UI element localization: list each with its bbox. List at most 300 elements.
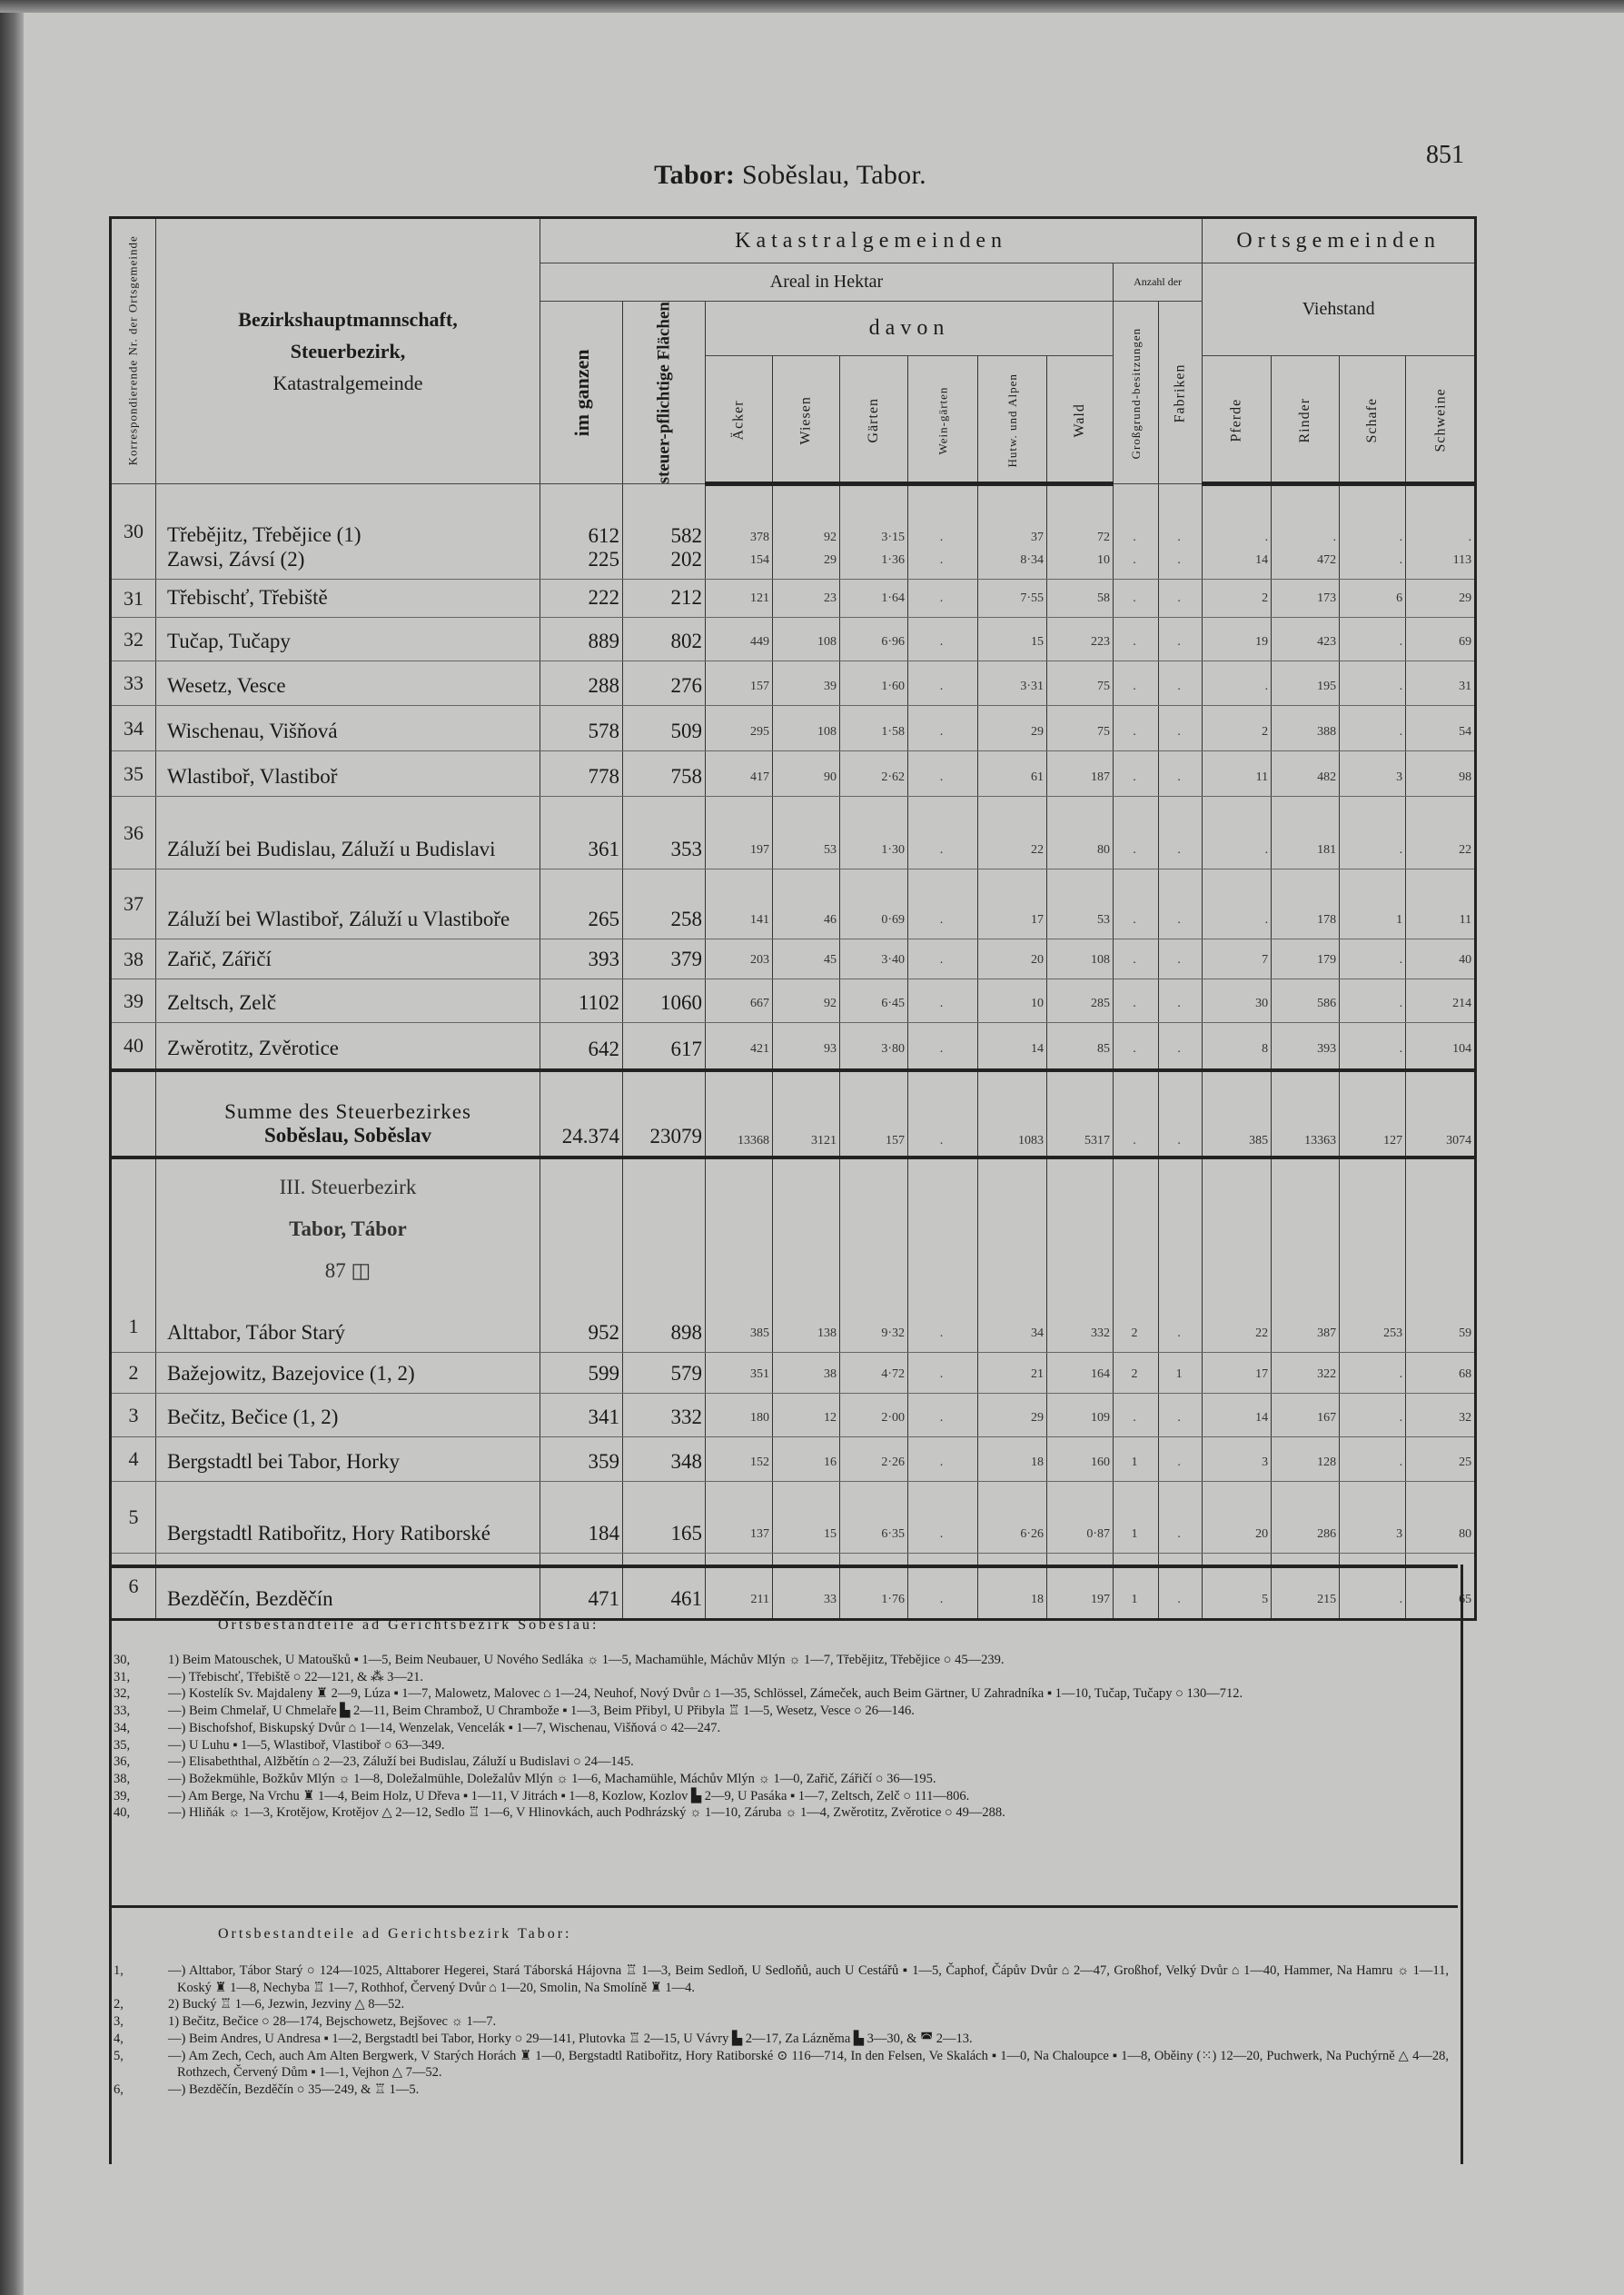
- value-cell: [1203, 751, 1272, 797]
- value-cell: [978, 661, 1047, 706]
- value: 8·34: [1020, 552, 1044, 567]
- municipality-name-line: Tučap, Tučapy: [167, 629, 291, 652]
- footnote-text: 1) Bečitz, Bečice ○ 28—174, Bejschowetz, Bejšovec ☼ 1—7.: [168, 2014, 497, 2030]
- value-cell: [908, 1437, 978, 1482]
- value-cell: [1047, 939, 1114, 979]
- value-cell: [773, 1482, 840, 1554]
- value-cell: [773, 1394, 840, 1437]
- value-cell: [1340, 1023, 1406, 1070]
- value-cell: [840, 939, 908, 979]
- value-cell: [978, 1353, 1047, 1394]
- value: 180: [750, 1410, 769, 1425]
- row-number: 36: [111, 797, 156, 869]
- header-col-schafe: Schafe: [1340, 355, 1406, 483]
- value-cell: [1114, 1301, 1159, 1353]
- value: 7: [1262, 952, 1269, 967]
- table-row: [111, 706, 1476, 751]
- header-col-im-ganzen: im ganzen: [540, 302, 623, 484]
- value: 29: [1459, 591, 1472, 605]
- value: 758: [670, 765, 702, 789]
- value-cell: [1203, 797, 1272, 869]
- value-cell: [623, 1353, 706, 1394]
- municipality-name-line: Zwěrotitz, Zvěrotice: [167, 1037, 340, 1060]
- value: .: [1177, 842, 1181, 857]
- value: 65: [1459, 1592, 1472, 1606]
- value-cell: [1340, 618, 1406, 661]
- value-cell: [840, 706, 908, 751]
- value: .: [1264, 531, 1269, 545]
- value: .: [939, 1366, 944, 1381]
- value-cell: [1159, 661, 1203, 706]
- row-number: 6: [111, 1554, 156, 1620]
- value: .: [939, 552, 944, 567]
- value-cell: [840, 661, 908, 706]
- value: 108: [817, 724, 837, 739]
- value: 22: [1255, 1326, 1269, 1340]
- value: .: [1177, 952, 1181, 967]
- table-row: [111, 484, 1476, 580]
- value-cell: [773, 869, 840, 939]
- header-name-line1: Bezirkshauptmannschaft,: [238, 307, 458, 331]
- value: 11: [1255, 770, 1269, 784]
- row-number: 31: [111, 580, 156, 618]
- value-cell: [978, 939, 1047, 979]
- municipality-name-line: Zařič, Zářičí: [167, 947, 272, 970]
- municipality-name-line: Bergstadtl Ratibořitz, Hory Ratiborské: [167, 1521, 491, 1545]
- value: 509: [670, 720, 702, 743]
- value: 58: [1097, 591, 1110, 605]
- value: 471: [588, 1587, 619, 1611]
- value: .: [1177, 996, 1181, 1010]
- value-cell: [773, 979, 840, 1023]
- value-cell: [1203, 618, 1272, 661]
- value: 17: [1031, 912, 1044, 927]
- value: 197: [750, 842, 769, 857]
- value: 80: [1459, 1526, 1472, 1541]
- value: .: [1177, 531, 1181, 545]
- value: 4·72: [881, 1366, 905, 1381]
- value-cell: [908, 580, 978, 618]
- value-cell: [978, 1023, 1047, 1070]
- value: 2: [1131, 1366, 1138, 1381]
- value-cell: [1159, 979, 1203, 1023]
- municipality-name: [156, 797, 540, 869]
- value-cell: [908, 484, 978, 580]
- municipality-name: [156, 1353, 540, 1394]
- value: .: [1133, 770, 1136, 784]
- value: 1: [1131, 1526, 1138, 1541]
- value: 388: [1317, 724, 1337, 739]
- footnote-item: [114, 1737, 1449, 1754]
- value-cell: [1203, 1437, 1272, 1482]
- value-cell: [540, 706, 623, 751]
- value: .: [1133, 996, 1136, 1010]
- summe-value: 3121: [773, 1070, 840, 1157]
- value: .: [939, 1455, 944, 1469]
- value: 22: [1031, 842, 1044, 857]
- value: 8: [1262, 1042, 1269, 1057]
- value-cell: [1159, 1437, 1203, 1482]
- summe-value: 3074: [1406, 1070, 1476, 1157]
- value-cell: [623, 751, 706, 797]
- value: 353: [670, 838, 702, 861]
- value: 225: [588, 548, 619, 571]
- table-row: [111, 661, 1476, 706]
- footnote-text: 2) Bucký ♖ 1—6, Jezwin, Jezviny △ 8—52.: [168, 1997, 405, 2012]
- value-cell: [1047, 618, 1114, 661]
- value: 173: [1317, 591, 1337, 605]
- value: .: [1399, 1366, 1403, 1381]
- value: 578: [588, 720, 619, 743]
- summe-line2: Soběslau, Soběslav: [263, 1124, 432, 1148]
- value: 1: [1175, 1366, 1183, 1381]
- value-cell: [706, 1301, 773, 1353]
- value-cell: [1047, 751, 1114, 797]
- value: 2·26: [881, 1455, 905, 1469]
- value-cell: [1340, 1437, 1406, 1482]
- value-cell: [1114, 1482, 1159, 1554]
- value: 69: [1459, 634, 1472, 649]
- value: .: [1133, 634, 1136, 649]
- value: 582: [670, 524, 702, 548]
- value: 1·64: [881, 591, 905, 605]
- value: .: [939, 1042, 944, 1057]
- value: .: [1177, 634, 1181, 649]
- value: 359: [588, 1450, 619, 1474]
- value-cell: [773, 939, 840, 979]
- value: 579: [670, 1362, 702, 1386]
- value: 138: [817, 1326, 837, 1340]
- value-cell: [1272, 1353, 1340, 1394]
- value: 23: [824, 591, 837, 605]
- scan-top-edge: [0, 0, 1624, 13]
- value: 15: [824, 1526, 837, 1541]
- value-cell: [1272, 939, 1340, 979]
- value-cell: [908, 618, 978, 661]
- value-cell: [840, 1437, 908, 1482]
- value-cell: [908, 939, 978, 979]
- value-cell: [1340, 1394, 1406, 1437]
- value-cell: [1203, 1301, 1272, 1353]
- value-cell: [1047, 1394, 1114, 1437]
- value: 288: [588, 674, 619, 698]
- municipality-name: [156, 869, 540, 939]
- header-name-line2: Steuerbezirk,: [290, 340, 406, 363]
- value-cell: [1406, 1394, 1476, 1437]
- value: 322: [1317, 1366, 1337, 1381]
- value-cell: [908, 1353, 978, 1394]
- municipality-name: [156, 484, 540, 580]
- value-cell: [978, 1482, 1047, 1554]
- value-cell: [1272, 797, 1340, 869]
- value: .: [1133, 724, 1136, 739]
- value: 45: [824, 952, 837, 967]
- footnote-item: [114, 2048, 1449, 2081]
- value: 482: [1317, 770, 1337, 784]
- municipality-name-line: Wischenau, Višňová: [167, 719, 338, 742]
- value-cell: [1272, 484, 1340, 580]
- header-col-wiesen: Wiesen: [773, 355, 840, 483]
- value: 385: [750, 1326, 769, 1340]
- header-areal: Areal in Hektar: [540, 263, 1114, 302]
- value-cell: [908, 797, 978, 869]
- footnote-text: —) Kostelík Sv. Majdaleny ♜ 2—9, Lúza ▪ 1—7, Malowetz, Malovec ⌂ 1—24, Neuhof, Nový Dvůr ⌂ 1—35, Schlössel, Zámeček, auch Beim Gärtner, U Zahradníka ▪ 1—10, Tučap, Tučapy ○ 130—712.: [168, 1686, 1243, 1702]
- value: .: [1133, 952, 1136, 967]
- page-number: 851: [1426, 141, 1464, 169]
- value-cell: [706, 979, 773, 1023]
- value: 75: [1097, 679, 1110, 693]
- footnote-number: 36,: [114, 1754, 131, 1770]
- value-cell: [1114, 580, 1159, 618]
- value-cell: [540, 661, 623, 706]
- municipality-name-line: Záluží bei Budislau, Záluží u Budislavi: [167, 837, 496, 860]
- value-cell: [540, 797, 623, 869]
- value-cell: [1340, 706, 1406, 751]
- value-cell: [623, 706, 706, 751]
- value: .: [1399, 552, 1403, 567]
- value-cell: [706, 869, 773, 939]
- value-cell: [1203, 939, 1272, 979]
- value-cell: [1406, 1353, 1476, 1394]
- value-cell: [1114, 1394, 1159, 1437]
- value-cell: [1406, 661, 1476, 706]
- value: 599: [588, 1362, 619, 1386]
- header-col-pferde: Pferde: [1203, 355, 1272, 483]
- table-row: [111, 618, 1476, 661]
- value: 75: [1097, 724, 1110, 739]
- value-cell: [840, 751, 908, 797]
- value: 20: [1255, 1526, 1269, 1541]
- footnote-number: 33,: [114, 1704, 131, 1719]
- value: 93: [824, 1042, 837, 1057]
- value: 108: [817, 634, 837, 649]
- row-number: 35: [111, 751, 156, 797]
- value-cell: [1203, 1394, 1272, 1437]
- municipality-name: [156, 751, 540, 797]
- value-cell: [1047, 979, 1114, 1023]
- footnote-text: —) Am Zech, Cech, auch Am Alten Bergwerk, V Starých Horách ♜ 1—0, Bergstadtl Ratibořitz, Hory Ratiborské ⊙ 116—714, In den Felsen, Ve Skalách ▪ 1—0, Na Chaloupce ▪ 1—8, Oběiny (⁙) 12—20, Puchwerk, Na Puchýrně △ 4—28, Rothzech, Červený Dům ▪ 1—1, Vejhon △ 7—52.: [168, 2048, 1449, 2081]
- value-cell: [840, 1301, 908, 1353]
- value-cell: [978, 1394, 1047, 1437]
- value-cell: [908, 706, 978, 751]
- footnote-text: —) Am Berge, Na Vrchu ♜ 1—4, Beim Holz, U Dřeva ▪ 1—11, V Jitrách ▪ 1—8, Kozlow, Kozlov ▙ 2—9, U Pasáka ▪ 1—7, Zeltsch, Zelč ○ 111—806.: [168, 1788, 970, 1803]
- value: 393: [588, 948, 619, 971]
- header-davon: davon: [706, 302, 1114, 356]
- value: 1·36: [881, 552, 905, 567]
- value: 3·15: [881, 531, 905, 545]
- footnote-number: 34,: [114, 1720, 131, 1735]
- value: 417: [750, 770, 769, 784]
- value-cell: [706, 1482, 773, 1554]
- value: 2·00: [881, 1410, 905, 1425]
- value-cell: [1047, 869, 1114, 939]
- value-cell: [1272, 979, 1340, 1023]
- value: 38: [824, 1366, 837, 1381]
- row-number: 1: [111, 1301, 156, 1353]
- value-cell: [773, 706, 840, 751]
- value-cell: [840, 869, 908, 939]
- value: 3: [1396, 1526, 1403, 1541]
- municipality-name-line: Wesetz, Vesce: [167, 673, 286, 697]
- value: 104: [1452, 1042, 1472, 1057]
- value-cell: [706, 1023, 773, 1070]
- value-cell: [773, 618, 840, 661]
- value: 214: [1452, 996, 1472, 1010]
- row-number: 30: [111, 484, 156, 580]
- value-cell: [623, 1437, 706, 1482]
- value: 25: [1459, 1455, 1472, 1469]
- value-cell: [1159, 939, 1203, 979]
- footnotes-tabor-heading: Ortsbestandteile ad Gerichtsbezirk Tabor:: [218, 1926, 572, 1942]
- page-title-subdistricts: Soběslau, Tabor.: [735, 160, 926, 190]
- row-number: 38: [111, 939, 156, 979]
- value: 6·35: [881, 1526, 905, 1541]
- municipality-name: [156, 979, 540, 1023]
- value: 14: [1255, 1410, 1269, 1425]
- value-cell: [1114, 1437, 1159, 1482]
- value-cell: [540, 1437, 623, 1482]
- header-col-wald: Wald: [1047, 355, 1114, 483]
- municipality-name: [156, 1394, 540, 1437]
- value-cell: [1203, 1353, 1272, 1394]
- municipality-name-line: Wlastiboř, Vlastiboř: [167, 764, 338, 788]
- header-col-rinder: Rinder: [1272, 355, 1340, 483]
- municipality-name: [156, 580, 540, 618]
- value-cell: [773, 1301, 840, 1353]
- value: .: [1399, 1410, 1403, 1425]
- value: 10: [1097, 552, 1110, 567]
- value: .: [939, 591, 944, 605]
- value-cell: [908, 661, 978, 706]
- value-cell: [840, 1023, 908, 1070]
- municipality-name-line: Alttabor, Tábor Starý: [167, 1320, 346, 1344]
- value-cell: [623, 484, 706, 580]
- value: 378: [750, 531, 769, 545]
- row-number: 32: [111, 618, 156, 661]
- value-cell: [706, 939, 773, 979]
- footnote-number: 2,: [114, 1997, 124, 2012]
- value: 85: [1097, 1042, 1110, 1057]
- header-viehstand: Viehstand: [1203, 263, 1476, 356]
- value: 181: [1317, 842, 1337, 857]
- value: 351: [750, 1366, 769, 1381]
- footnote-item: [114, 1804, 1449, 1822]
- header-ortsgemeinden: Ortsgemeinden: [1203, 218, 1476, 263]
- municipality-name-line: Bažejowitz, Bazejovice (1, 2): [167, 1361, 415, 1385]
- value-cell: [540, 1301, 623, 1353]
- value-cell: [540, 1482, 623, 1554]
- table-row: [111, 869, 1476, 939]
- value: 3: [1262, 1455, 1269, 1469]
- value-cell: [1406, 979, 1476, 1023]
- value-cell: [1340, 1482, 1406, 1554]
- value: 253: [1383, 1326, 1403, 1340]
- summe-value: 5317: [1047, 1070, 1114, 1157]
- row-number: 33: [111, 661, 156, 706]
- value: .: [1177, 724, 1181, 739]
- value: .: [939, 952, 944, 967]
- summe-value: 1083: [978, 1070, 1047, 1157]
- footnote-item: [114, 1962, 1449, 1996]
- value: .: [1133, 679, 1136, 693]
- value-cell: [1340, 1353, 1406, 1394]
- value: .: [1177, 912, 1181, 927]
- value: 1·58: [881, 724, 905, 739]
- municipality-name: [156, 1482, 540, 1554]
- value: .: [1133, 1410, 1136, 1425]
- value-cell: [1340, 580, 1406, 618]
- value-cell: [623, 618, 706, 661]
- value-cell: [1272, 869, 1340, 939]
- value: .: [1399, 1455, 1403, 1469]
- value: 22: [1459, 842, 1472, 857]
- value: .: [939, 1410, 944, 1425]
- value-cell: [623, 869, 706, 939]
- value: 642: [588, 1037, 619, 1060]
- value: 34: [1031, 1326, 1044, 1340]
- value-cell: [1406, 1482, 1476, 1554]
- value: 39: [824, 679, 837, 693]
- header-col-aecker: Äcker: [706, 355, 773, 483]
- footnote-number: 39,: [114, 1788, 131, 1803]
- value: 121: [750, 591, 769, 605]
- value: .: [1177, 770, 1181, 784]
- table-row: [111, 797, 1476, 869]
- value-cell: [1114, 618, 1159, 661]
- value: 53: [1097, 912, 1110, 927]
- value-cell: [1114, 484, 1159, 580]
- value: 92: [824, 531, 837, 545]
- footnotes-divider: [109, 1905, 1458, 1908]
- value-cell: [540, 618, 623, 661]
- summe-nr-cell: [111, 1070, 156, 1157]
- value: 258: [670, 908, 702, 931]
- value: 14: [1031, 1042, 1044, 1057]
- page-title: [545, 160, 1035, 191]
- footnote-number: 4,: [114, 2031, 124, 2046]
- summe-value: 13363: [1272, 1070, 1340, 1157]
- value: .: [1332, 531, 1337, 545]
- value: 187: [1091, 770, 1110, 784]
- value-cell: [1114, 661, 1159, 706]
- value: 154: [750, 552, 769, 567]
- value: 3·31: [1020, 679, 1044, 693]
- value: 90: [824, 770, 837, 784]
- value: 203: [750, 952, 769, 967]
- value: .: [1399, 724, 1403, 739]
- section-heading: [156, 1157, 540, 1301]
- value: 802: [670, 630, 702, 653]
- value-cell: [706, 484, 773, 580]
- value: .: [1399, 531, 1403, 545]
- value-cell: [1159, 580, 1203, 618]
- value-cell: [623, 1023, 706, 1070]
- value-cell: [840, 580, 908, 618]
- value: 33: [824, 1592, 837, 1606]
- value-cell: [1272, 661, 1340, 706]
- footnote-item: [114, 1669, 1449, 1686]
- value: 19: [1255, 634, 1269, 649]
- summe-line1: Summe des Steuerbezirkes: [224, 1099, 471, 1123]
- footnote-number: 40,: [114, 1805, 131, 1821]
- summe-value: 127: [1340, 1070, 1406, 1157]
- row-number: 34: [111, 706, 156, 751]
- value: 29: [1031, 724, 1044, 739]
- value-cell: [978, 580, 1047, 618]
- value: 223: [1091, 634, 1110, 649]
- footnote-number: 1,: [114, 1963, 124, 1978]
- header-anzahl: Anzahl der: [1114, 263, 1203, 302]
